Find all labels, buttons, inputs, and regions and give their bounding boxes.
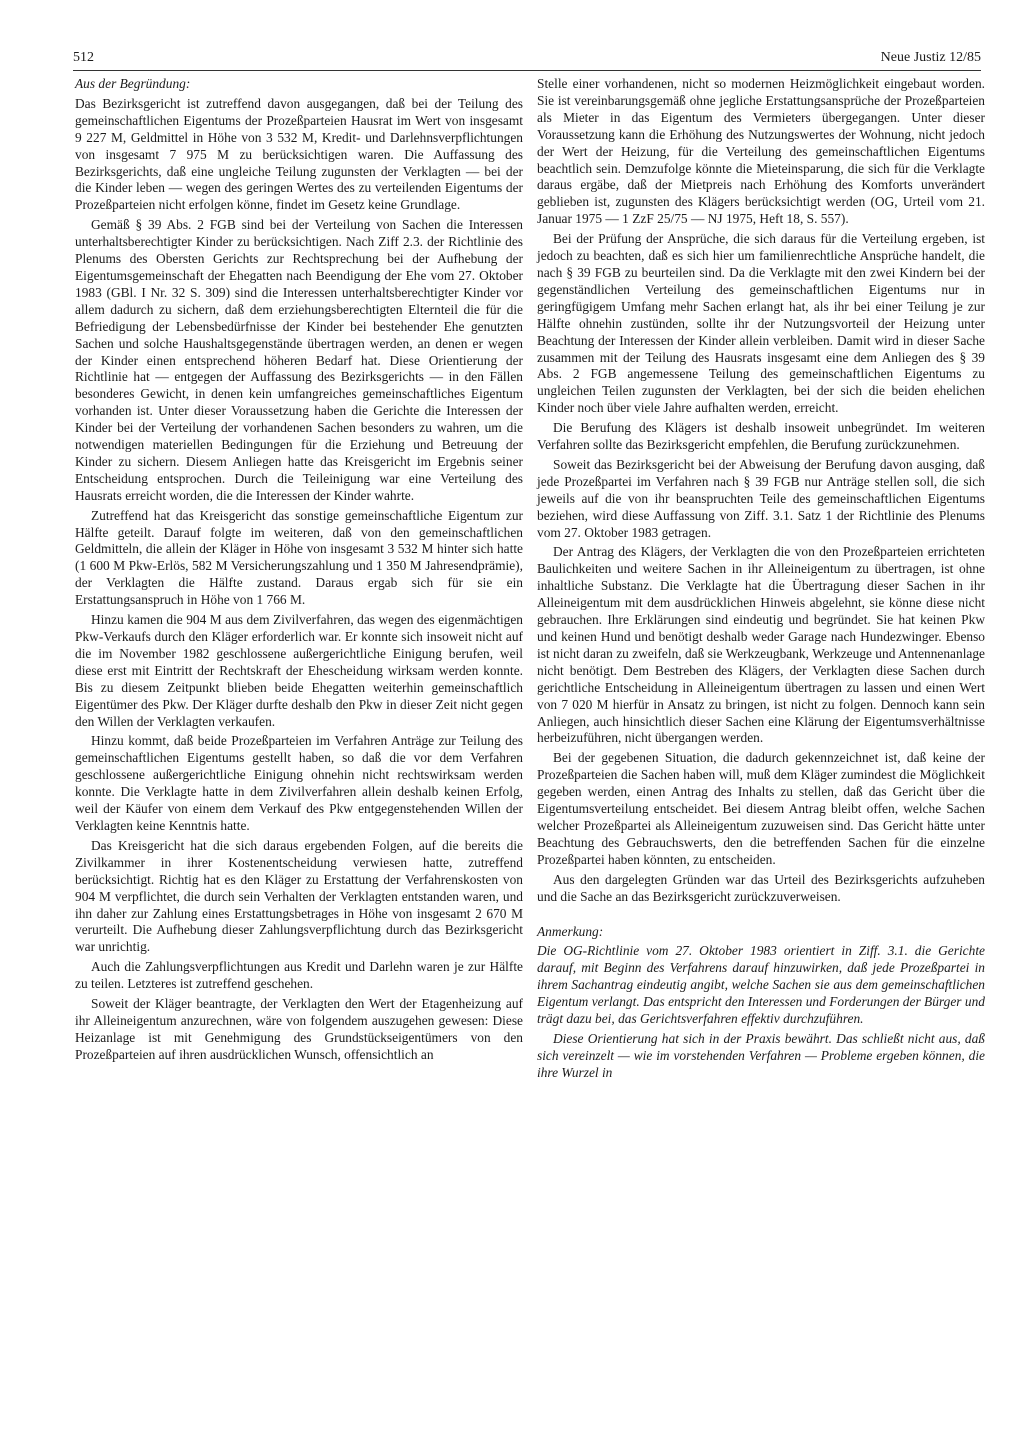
paragraph: Zutreffend hat das Kreisgericht das sonstige gemeinschaftliche Eigentum zur Hälfte geteilt. Darauf folgte im weiteren, daß von den gemeinschaftlichen Geldmitteln, die allein der Kläger in Höhe von insgesamt 3 532 M hinter sich hatte (1 600 M Pkw-Erlös, 582 M Versicherungszahlung und 1 350 M Jahresendprämie), der Verklagten die Hälfte zustand. Daraus ergab sich für sie ein Erstattungsanspruch in Höhe von 1 766 M. (75, 507, 523, 608)
paragraph: Aus den dargelegten Gründen war das Urteil des Bezirksgerichts aufzuheben und die Sache an das Bezirksgericht zurückzuverweisen. (537, 871, 985, 904)
section-heading: Aus der Begründung: (75, 76, 191, 91)
paragraph: Bei der gegebenen Situation, die dadurch gekennzeichnet ist, daß keine der Prozeßparteien die Sachen haben will, muß dem Kläger zumindest die Möglichkeit gegeben werden, einen Antrag des Inhalts zu stellen, daß das Gericht über die Eigentumsverteilung entscheidet. Bei diesem Antrag bleibt offen, welche Sachen welcher Prozeßpartei als Alleineigentum zuzuweisen sind. Das Gericht hätte unter Beachtung des Gebrauchswerts, den die betreffenden Sachen für die einzelne Prozeßpartei haben könnten, zu entscheiden. (537, 750, 985, 867)
right-column (537, 76, 985, 1082)
annotation-paragraph: Diese Orientierung hat sich in der Praxis bewährt. Das schließt nicht aus, daß sich vereinzelt — wie im vorstehenden Verfahren — Probleme ergeben können, die ihre Wurzel in (537, 1030, 985, 1080)
paragraph-continued: Stelle einer vorhandenen, nicht so modernen Heizmöglichkeit eingebaut worden. Sie ist vereinbarungsgemäß ohne jegliche Erstattungsansprüche der Prozeßparteien als Mieter in das Eigentum des Vermieters übergegangen. Unter dieser Voraussetzung kann die Erhöhung des Nutzungswertes der Wohnung, nicht jedoch der Wert der Heizung, für die Verteilung des gemeinschaftlichen Eigentums beachtlich sein. Demzufolge könnte die Mieteinsparung, die sich für die Verklagte daraus ergäbe, daß der Mietpreis nach Erhöhung des Komforts unverändert geblieben ist, zugunsten des Klägers berücksichtigt werden (OG, Urteil vom 21. Januar 1975 — 1 ZzF 25/75 — NJ 1975, Heft 18, S. 557). (537, 76, 985, 227)
page-number: 512 (73, 50, 94, 65)
annotation-heading: Anmerkung: (537, 923, 604, 939)
paragraph: Die Berufung des Klägers ist deshalb insoweit unbegründet. Im weiteren Verfahren sollte das Bezirksgericht empfehlen, die Berufung zurückzunehmen. (537, 420, 985, 453)
left-column (75, 76, 523, 1064)
paragraph: Das Kreisgericht hat die sich daraus ergebenden Folgen, auf die bereits die Zivilkammer in ihrer Kostenentscheidung verwiesen hatte, zutreffend berücksichtigt. Richtig hat es den Kläger zu Erstattung der Verfahrenskosten von 904 M verpflichtet, die durch sein Verhalten der Verklagten entstanden waren, und ihn daher zur Zahlung eines Erstattungsbetrages in Höhe von insgesamt 2 670 M verurteilt. Die Aufhebung dieser Zahlungsverpflichtung durch das Bezirksgericht war unrichtig. (75, 837, 523, 955)
journal-issue: Neue Justiz 12/85 (880, 50, 981, 65)
paragraph: Hinzu kommt, daß beide Prozeßparteien im Verfahren Anträge zur Teilung des gemeinschaftlichen Eigentums gestellt haben, so daß die vor dem Verfahren geschlossene außergerichtliche Einigung ohnehin nicht rechtswirksam werden konnte. Die Verklagte hatte in dem Zivilverfahren allein deshalb keinen Erfolg, weil der Käufer von einem dem Verkauf des Pkw entgegenstehenden Willen der Verklagten keine Kenntnis hatte. (75, 733, 523, 833)
paragraph: Auch die Zahlungsverpflichtungen aus Kredit und Darlehn waren je zur Hälfte zu teilen. Letzteres ist zutreffend geschehen. (75, 959, 523, 992)
annotation-section (537, 924, 985, 1082)
paragraph: Der Antrag des Klägers, der Verklagten die von den Prozeßparteien errichteten Baulichkeiten und weitere Sachen in ihr Alleineigentum zu übertragen, ist ohne inhaltliche Substanz. Die Verklagte hat die Übertragung dieser Sachen in ihr Alleineigentum mit dem ausdrücklichen Hinweis abgelehnt, sie könne diese nicht gebrauchen. Ihre Erklärungen sind eindeutig und begründet. Sie hat keinen Pkw und keinen Hund und benötigt deshalb weder Garage nach Hundezwinger. Ebenso ist nicht daran zu zweifeln, daß sie Werkzeugbank, Werkzeuge und Antennenanlage nicht benötigt. Dem Bestreben des Klägers, der Verklagten diese Sachen durch gerichtliche Entscheidung in Alleineigentum übertragen zu lassen und einen Wert von 7 020 M hierfür in Ansatz zu bringen, ist nicht zu folgen. Dennoch kann sein Anliegen, auch hinsichtlich dieser Sachen eine Klärung der Eigentumsverhältnisse herbeizuführen, nicht übergangen werden. (537, 544, 985, 746)
page-header (73, 50, 981, 71)
paragraph: Soweit der Kläger beantragte, der Verklagten den Wert der Etagenheizung auf ihr Alleineigentum anzurechnen, wäre von folgendem auszugehen gewesen: Diese Heizanlage ist mit Genehmigung des Grundstückseigentümers von den Prozeßparteien auf ihren ausdrücklichen Wunsch, offensichtlich an (75, 996, 523, 1062)
paragraph: Hinzu kamen die 904 M aus dem Zivilverfahren, das wegen des eigenmächtigen Pkw-Verkaufs durch den Kläger erforderlich war. Er konnte sich insoweit nicht auf die im November 1982 geschlossene außergerichtliche Einigung berufen, weil diese erst mit Eintritt der Rechtskraft der Ehescheidung wirksam werden konnte. Bis zu diesem Zeitpunkt blieben beide Ehegatten weiterhin gemeinschaftlich Eigentümer des Pkw. Der Kläger durfte deshalb den Pkw in dieser Zeit nicht gegen den Willen der Verklagten verkaufen. (75, 612, 523, 729)
annotation-paragraph: Die OG-Richtlinie vom 27. Oktober 1983 orientiert in Ziff. 3.1. die Gerichte darauf, mit Beginn des Verfahrens darauf hinzuwirken, daß jede Prozeßpartei in ihrem Sachantrag eindeutig angibt, welche Sachen sie aus dem gemeinschaftlichen Eigentum verlangt. Das entspricht den Interessen und Forderungen der Bürger und trägt dazu bei, das Gerichtsverfahren effektiv durchzuführen. (537, 943, 985, 1027)
paragraph: Gemäß § 39 Abs. 2 FGB sind bei der Verteilung von Sachen die Interessen unterhaltsberechtigter Kinder zu berücksichtigen. Nach Ziff 2.3. der Richtlinie des Plenums des Obersten Gerichts zur Rechtsprechung bei der Aufhebung der Eigentumsgemeinschaft der Ehegatten nach Beendigung der Ehe vom 27. Oktober 1983 (GBl. I Nr. 32 S. 309) sind die Interessen unterhaltsberechtigter Kinder vor allem dadurch zu sichern, daß dem erziehungsberechtigten Elternteil die für die Befriedigung der Lebensbedürfnisse der Kinder bei bestehender Ehe genutzten Sachen und solche Haushaltsgegenstände übertragen werden, an denen er wegen der Kinder einen entsprechend höheren Bedarf hat. Diese Orientierung der Richtlinie hat — entgegen der Auffassung des Bezirksgerichts — in den Fällen besonderes Gewicht, in denen kein umfangreiches gemeinschaftliches Eigentum vorhanden ist. Unter dieser Voraussetzung haben die Gerichte die Interessen der Kinder bei der Verteilung der vorhandenen Sachen besonders zu wahren, um die notwendigen materiellen Bedingungen für die Erziehung und Betreuung der Kinder zu sichern. Diesem Anliegen hatte das Kreisgericht im Ergebnis seiner Entscheidung entsprochen. Durch die Teileinigung war eine Verteilung des Hausrats erreicht worden, die die Interessen der Kinder wahrte. (75, 217, 523, 503)
paragraph: Bei der Prüfung der Ansprüche, die sich daraus für die Verteilung ergeben, ist jedoch zu beachten, daß es sich hier um familienrechtliche Ansprüche handelt, die nach § 39 FGB zu beurteilen sind. Da die Verklagte mit den zwei Kindern bei der gegenständlichen Verteilung des gemeinschaftlichen Eigentums nur in geringfügigem Umfang mehr Sachen erlangt hat, als ihr bei einer Teilung je zur Hälfte ohnehin zustünden, sollte ihr der Nutzungsvorteil der Heizung unter Beachtung der Interessen der Kinder allein verbleiben. Damit wird in dieser Sache zusammen mit der Teilung des Hausrats insgesamt eine dem Anliegen des § 39 Abs. 2 FGB angemessene Teilung des gemeinschaftlichen Eigentums zu ungleichen Teilen zugunsten der Verklagten, bei der sich die beiden ehelichen Kinder noch über viele Jahre aufhalten werden, erreicht. (537, 231, 985, 416)
paragraph: Das Bezirksgericht ist zutreffend davon ausgegangen, daß bei der Teilung des gemeinschaftlichen Eigentums der Prozeßparteien Hausrat im Wert von insgesamt 9 227 M, Geldmittel in Höhe von 3 532 M, Kredit- und Darlehnsverpflichtungen von insgesamt 7 975 M zu berücksichtigen waren. Die Auffassung des Bezirksgerichts, daß eine ungleiche Teilung zugunsten der Verklagten — bei der die Kinder leben — wegen des geringen Wertes des zu verteilenden Eigentums der Prozeßparteien nicht erfolgen könne, findet im Gesetz keine Grundlage. (75, 95, 523, 213)
paragraph: Soweit das Bezirksgericht bei der Abweisung der Berufung davon ausging, daß jede Prozeßpartei im Verfahren nach § 39 FGB nur Anträge stellen soll, die sich jeweils auf die von ihr beanspruchten Teile des gemeinschaftlichen Eigentums beziehen, wird diese Auffassung von Ziff. 3.1. Satz 1 der Richtlinie des Plenums vom 27. Oktober 1983 getragen. (537, 456, 985, 540)
section-gap (537, 906, 985, 924)
